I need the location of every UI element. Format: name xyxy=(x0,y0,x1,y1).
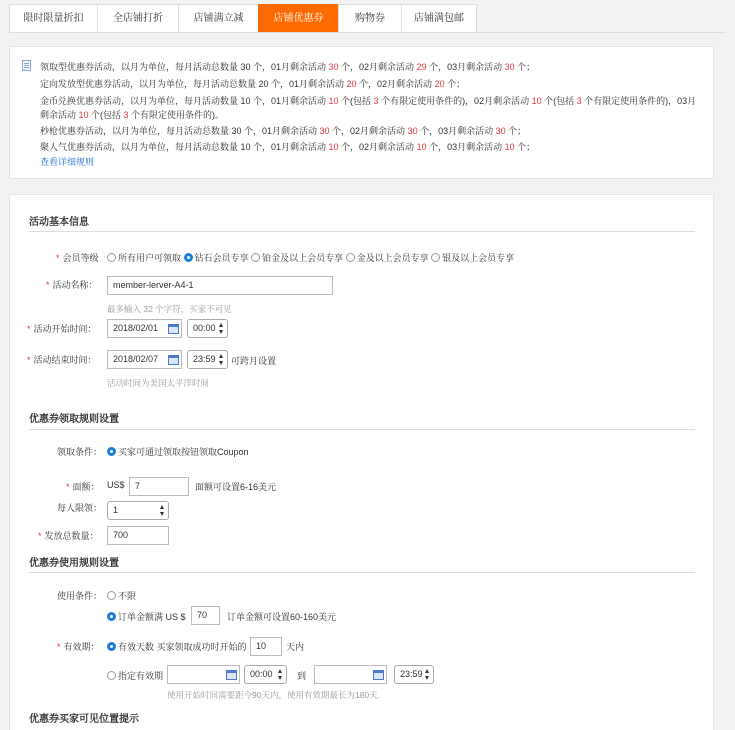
view-rules-link[interactable]: 查看详细规则 xyxy=(40,157,95,167)
end-time-select[interactable]: 23:59 xyxy=(187,350,228,369)
start-time-select[interactable]: 00:00 xyxy=(187,319,228,338)
document-icon xyxy=(22,60,31,71)
member-level-options xyxy=(107,251,514,264)
face-value-label: * 面额： xyxy=(66,482,100,492)
select-arrows-icon xyxy=(219,354,224,365)
claim-condition-label: 领取条件： xyxy=(57,447,103,457)
cross-month-text: 可跨月设置 xyxy=(231,356,277,366)
total-quantity-label: * 发放总数量： xyxy=(38,531,99,541)
section-divider xyxy=(29,429,695,430)
tab-limited-discount[interactable]: 限时限量折扣 xyxy=(9,4,97,33)
radio-selected-icon[interactable] xyxy=(107,612,116,621)
min-amount-input[interactable]: 70 xyxy=(191,606,220,625)
notice-line-received: 领取型优惠券活动，以月为单位，每月活动总数量 30 个，01月剩余活动 30 个，02月剩余活动 29 个，03月剩余活动 30 个； xyxy=(40,62,536,72)
use-condition-min-amount[interactable]: 订单金额满 US $ xyxy=(107,610,186,623)
notice-line-flash: 秒枪优惠券活动，以月为单位，每月活动总数量 30 个，01月剩余活动 30 个，02月剩余活动 30 个，03月剩余活动 30 个； xyxy=(40,126,527,136)
calendar-icon[interactable] xyxy=(168,355,179,365)
start-time-label: * 活动开始时间： xyxy=(27,324,97,334)
validity-range-option[interactable]: 指定有效期 xyxy=(107,669,163,682)
calendar-icon[interactable] xyxy=(168,324,179,334)
claim-condition-option[interactable]: 买家可通过领取按钮领取Coupon xyxy=(107,445,249,458)
radio-selected-icon[interactable] xyxy=(184,253,193,262)
end-date-input[interactable]: 2018/02/07 xyxy=(107,350,182,369)
validity-label: * 有效期： xyxy=(57,642,100,652)
use-condition-unlimited[interactable]: 不限 xyxy=(107,589,136,602)
tab-store-coupon[interactable]: 店铺优惠券 xyxy=(258,4,338,33)
radio-selected-icon[interactable] xyxy=(107,447,116,456)
radio-icon[interactable] xyxy=(346,253,355,262)
member-option-all[interactable]: 所有用户可领取 xyxy=(107,253,181,263)
notice-line-popular: 聚人气优惠券活动，以月为单位，每月活动总数量 10 个，01月剩余活动 10 个，02月剩余活动 10 个，03月剩余活动 10 个； xyxy=(40,142,536,152)
tab-free-shipping[interactable]: 店铺满包邮 xyxy=(401,4,477,33)
tab-divider xyxy=(9,32,726,33)
select-arrows-icon xyxy=(160,505,165,516)
radio-icon[interactable] xyxy=(107,591,116,600)
section-title-use: 优惠券使用规则设置 xyxy=(29,558,119,569)
coupon-form xyxy=(9,194,714,730)
activity-name-label: * 活动名称： xyxy=(46,280,98,290)
section-divider xyxy=(29,231,695,232)
notice-line-coins: 金币兑换优惠券活动，以月为单位，每月活动数量 10 个，01月剩余活动 10 个(包括 3 个有限定使用条件的)，02月剩余活动 10 个(包括 3 个有限定使用条件的)，03月 xyxy=(40,96,697,106)
section-title-basic: 活动基本信息 xyxy=(29,217,89,228)
tab-bar xyxy=(9,4,477,33)
select-arrows-icon xyxy=(278,669,283,680)
calendar-icon[interactable] xyxy=(373,670,384,680)
radio-icon[interactable] xyxy=(431,253,440,262)
validity-days-input[interactable]: 10 xyxy=(250,637,282,656)
notice-panel xyxy=(9,46,714,179)
min-amount-hint: 订单金额可设置60-160美元 xyxy=(227,612,337,622)
range-hint: 使用开始时间需要距今90天内，使用有效期最长为180天. xyxy=(167,690,381,700)
member-option-platinum[interactable]: 铂金及以上会员专享 xyxy=(251,253,343,263)
radio-icon[interactable] xyxy=(107,671,116,680)
section-title-visible: 优惠券买家可见位置提示 xyxy=(29,714,139,725)
tab-store-discount[interactable]: 全店铺打折 xyxy=(97,4,178,33)
face-currency: US$ xyxy=(107,480,125,490)
member-option-gold[interactable]: 金及以上会员专享 xyxy=(346,253,429,263)
radio-icon[interactable] xyxy=(107,253,116,262)
select-arrows-icon xyxy=(219,323,224,334)
use-condition-label: 使用条件： xyxy=(57,591,103,601)
calendar-icon[interactable] xyxy=(226,670,237,680)
face-value-hint: 面额可设置6-16美元 xyxy=(195,482,277,492)
notice-line-coins-cont: 剩余活动 10 个(包括 3 个有限定使用条件的)。 xyxy=(40,110,225,120)
member-level-label: * 会员等级 xyxy=(56,253,99,263)
range-end-time-select[interactable]: 23:59 xyxy=(394,665,434,684)
validity-days-option[interactable]: 有效天数 买家领取成功时开始的 xyxy=(107,640,247,653)
timezone-hint: 活动时间为美国太平洋时间 xyxy=(107,378,210,388)
section-title-claim: 优惠券领取规则设置 xyxy=(29,414,119,425)
tab-shopping-voucher[interactable]: 购物券 xyxy=(338,4,401,33)
face-value-input[interactable]: 7 xyxy=(129,477,189,496)
total-quantity-input[interactable]: 700 xyxy=(107,526,169,545)
start-date-input[interactable]: 2018/02/01 xyxy=(107,319,182,338)
per-person-limit-select[interactable]: 1 xyxy=(107,501,169,520)
select-arrows-icon xyxy=(425,669,430,680)
range-start-time-select[interactable]: 00:00 xyxy=(244,665,287,684)
validity-days-suffix: 天内 xyxy=(286,642,305,652)
tab-store-reduction[interactable]: 店铺满立减 xyxy=(178,4,258,33)
per-person-limit-label: 每人限领： xyxy=(57,503,103,513)
member-option-diamond[interactable]: 钻石会员专享 xyxy=(184,253,249,263)
member-option-silver[interactable]: 银及以上会员专享 xyxy=(431,253,514,263)
radio-icon[interactable] xyxy=(251,253,260,262)
end-time-label: * 活动结束时间： xyxy=(27,355,97,365)
activity-name-hint: 最多输入 32 个字符，买家不可见 xyxy=(107,304,232,314)
range-to-text: 到 xyxy=(297,671,307,681)
section-divider xyxy=(29,572,695,573)
radio-selected-icon[interactable] xyxy=(107,642,116,651)
activity-name-input[interactable]: member-lerver-A4-1 xyxy=(107,276,333,295)
notice-line-targeted: 定向发放型优惠券活动，以月为单位，每月活动总数量 20 个，01月剩余活动 20 个，02月剩余活动 20 个； xyxy=(40,79,466,89)
